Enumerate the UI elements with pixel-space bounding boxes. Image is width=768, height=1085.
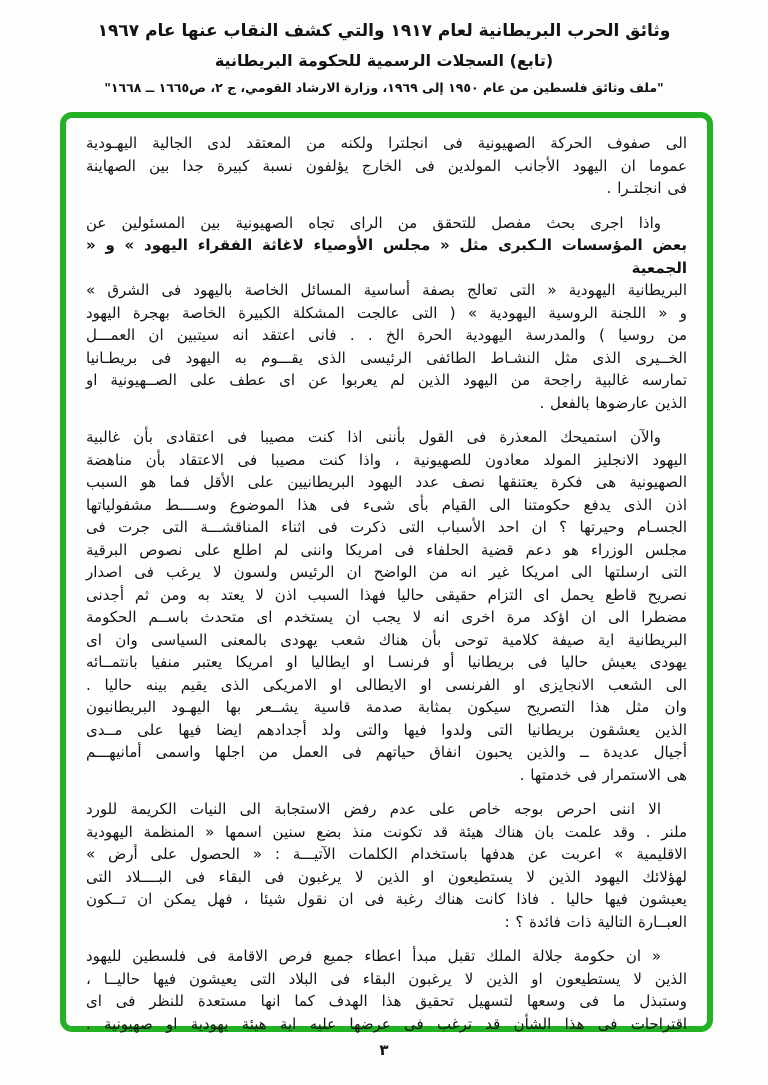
document-header — [0, 16, 768, 100]
text-line: يهودى يعيش حاليا فى بريطانيا أو فرنسـا او ايطاليا او امريكا يعتبر منفيا بانتمــائه — [86, 653, 687, 671]
paragraph — [86, 798, 687, 933]
text-line: الخــيرى الذى مثل النشـاط الطائفى الرئيسى الذى يقـــوم به اليهود فى بريطـانيا — [86, 348, 687, 367]
text-line: الا اننى احرص بوجه خاص على عدم رفض الاستجابة الى النيات الكريمة للورد — [86, 800, 661, 818]
text-line: تمارسه غالبية راجحة من اليهود الذين لم يعربوا عن اى عطف على الصــهيونية او — [86, 371, 687, 389]
text-line: والآن استميحك المعذرة فى القول بأننى اذا كنت مصيبا فى اعتقادى بأن غالبية — [86, 428, 661, 446]
text-line: الذين لا يستطيعون او الذين لا يرغبون البقاء فى البلاد التى يعيشون فيها حاليــا ، — [86, 969, 687, 988]
text-line: يعيشون فيها حاليا . فاذا كانت هناك رغبة فى ان نقول شيئا ، فهل يمكن ان تــكون — [86, 890, 687, 908]
text-line: البريطانية اية صيفة كلامية توحى بأن هناك شعب يهودى بالمعنى السياسى وان اى — [86, 630, 687, 649]
text-line: مضطرا الى ان اؤكد مرة اخرى انه لا يجب ان يستخدم اى متحدث باســم الحكومة — [86, 608, 687, 626]
text-line: أجيال عديدة ــ والذين يحبون انفاق حياتهم فى العمل من اجلها واسمى أمانيهـــم — [86, 743, 687, 761]
text-line: فى انجلتـرا . — [606, 179, 687, 197]
text-line: بعض المؤسسات الـكبرى مثل « مجلس الأوصياء لاغاثة الفقراء اليهود » و « الجمعية — [86, 236, 687, 277]
text-line: واذا اجرى بحث مفصل للتحقق من الراى تجاه الصهيونية بين المسئولين عن — [86, 213, 661, 232]
paragraph — [86, 945, 687, 1035]
text-line: و « اللجنة الروسية اليهودية » ( التى عالجت المشكلة الكبيرة الخاصة بهجرة اليهود — [86, 303, 687, 322]
paragraph — [86, 212, 687, 415]
text-line: الذين عارضوها بالفعل . — [539, 393, 687, 412]
text-line: العبــارة التالية ذات فائدة ؟ : — [504, 912, 687, 931]
text-line: نصريح قاطع يحمل اى التزام حقيقى حاليا فهذا السبب اذن لا يعتد به ومن ثم أجدنى — [86, 585, 687, 604]
text-line: لهؤلائك اليهود الذين لا يستطيعون او الذين لا يرغبون فى البقاء فى البــــلاد التى — [86, 867, 687, 886]
text-line: هى الاستمرار فى خدمتها . — [519, 765, 687, 784]
text-line: من روسيا ) والمدرسة اليهودية الحرة الخ . . فانى اعتقد انه سيتبين ان العمـــل — [86, 326, 687, 344]
text-line: مجلس الوزراء هو دعم قضية الحلفاء فى امريكا واننى لم اطلع على نصوص البرقية — [86, 540, 687, 559]
header-title: وثائق الحرب البريطانية لعام ١٩١٧ والتي كشف النقاب عنها عام ١٩٦٧ — [97, 21, 671, 41]
page-number: ٣ — [379, 1041, 389, 1059]
text-line: البريطانية اليهودية « التى تعالج بصفة أساسية المسائل الخاصة باليهود فى الشرق » — [86, 281, 687, 299]
header-subtitle: (تابع) السجلات الرسمية للحكومة البريطانية — [214, 51, 554, 70]
text-line: الذين يعشقون بريطانيا التى ولدوا فيها والتى ولد أجدادهم ايضا فيها على مــدى — [86, 720, 687, 739]
text-line: الصهيونية هى فكرة يعتنقها نصف عدد اليهود البريطانيين على الأقل فما هو السبب — [86, 473, 687, 491]
text-line: وستبذل ما فى وسعها لتسهيل تحقيق هذا الهدف كما انها مستعدة للنظر فى اى — [86, 992, 687, 1010]
text-line: عموما ان اليهود الأجانب المولدين فى الخارج يؤلفون نسبة كبيرة جدا بين الصهاينة — [86, 156, 687, 175]
text-line: « ان حكومة جلالة الملك تقبل مبدأ اعطاء جميع فرص الاقامة فى فلسطين لليهود — [86, 947, 661, 965]
text-line: التى ارسلتها الى امريكا غير انه من الواضح ان الرئيس ولسون لا يرغب فى اصدار — [86, 563, 687, 581]
text-line: ملنر . وقد علمت بان هناك هيئة قد تكونت منذ بضع سنين اسمها « المنظمة اليهودية — [86, 822, 687, 841]
text-line: الاقليمية » اعربت عن هدفها باستخدام الكلمات الآتيـــة : « الحصول على أرض » — [86, 845, 687, 863]
text-line: الجسـام وحيرتها ؟ ان احد الأسباب التى ذكرت فى اثناء المناقشـــة التى جرت فى — [86, 518, 687, 536]
document-body — [66, 118, 707, 1033]
paragraph — [86, 426, 687, 786]
text-line: اذن الذى يدفع حكومتنا الى القيام بأى شىء فى هذا الموضوع وســــط مشفولياتها — [86, 495, 687, 514]
header-source-citation: "ملف وثائق فلسطين من عام ١٩٥٠ إلى ١٩٦٩، وزارة الارشاد القومي، ج ٢، ص١٦٦٥ ــ ١٦٦٨" — [104, 80, 664, 95]
text-line: الى الشعب الانجايزى او الفرنسى او الايطالى او الامريكى الذى يقيم بينه حاليا . — [86, 675, 687, 694]
text-line: وان مثل هذا التصريح سيكون بمثابة صدمة قاسية يشــعر بها اليهـود البريطانيون — [86, 698, 687, 716]
document-footer — [0, 1040, 768, 1059]
paragraph — [86, 132, 687, 200]
green-border-frame — [60, 112, 713, 1032]
text-line: اليهود الانجليز المولد معادون للصهيونية ، واذا كنت مصيبا فى الاعتقاد بأن مناهضة — [86, 450, 687, 469]
text-line: الى صفوف الحركة الصهيونية فى انجلترا ولكنه من المعتقد لدى الجالية اليهـودية — [86, 134, 687, 152]
text-line: اقتراحات فى هذا الشأن قد ترغب فى عرضها عليه اية هيئة يهودية او صهيونية . — [86, 1014, 687, 1033]
